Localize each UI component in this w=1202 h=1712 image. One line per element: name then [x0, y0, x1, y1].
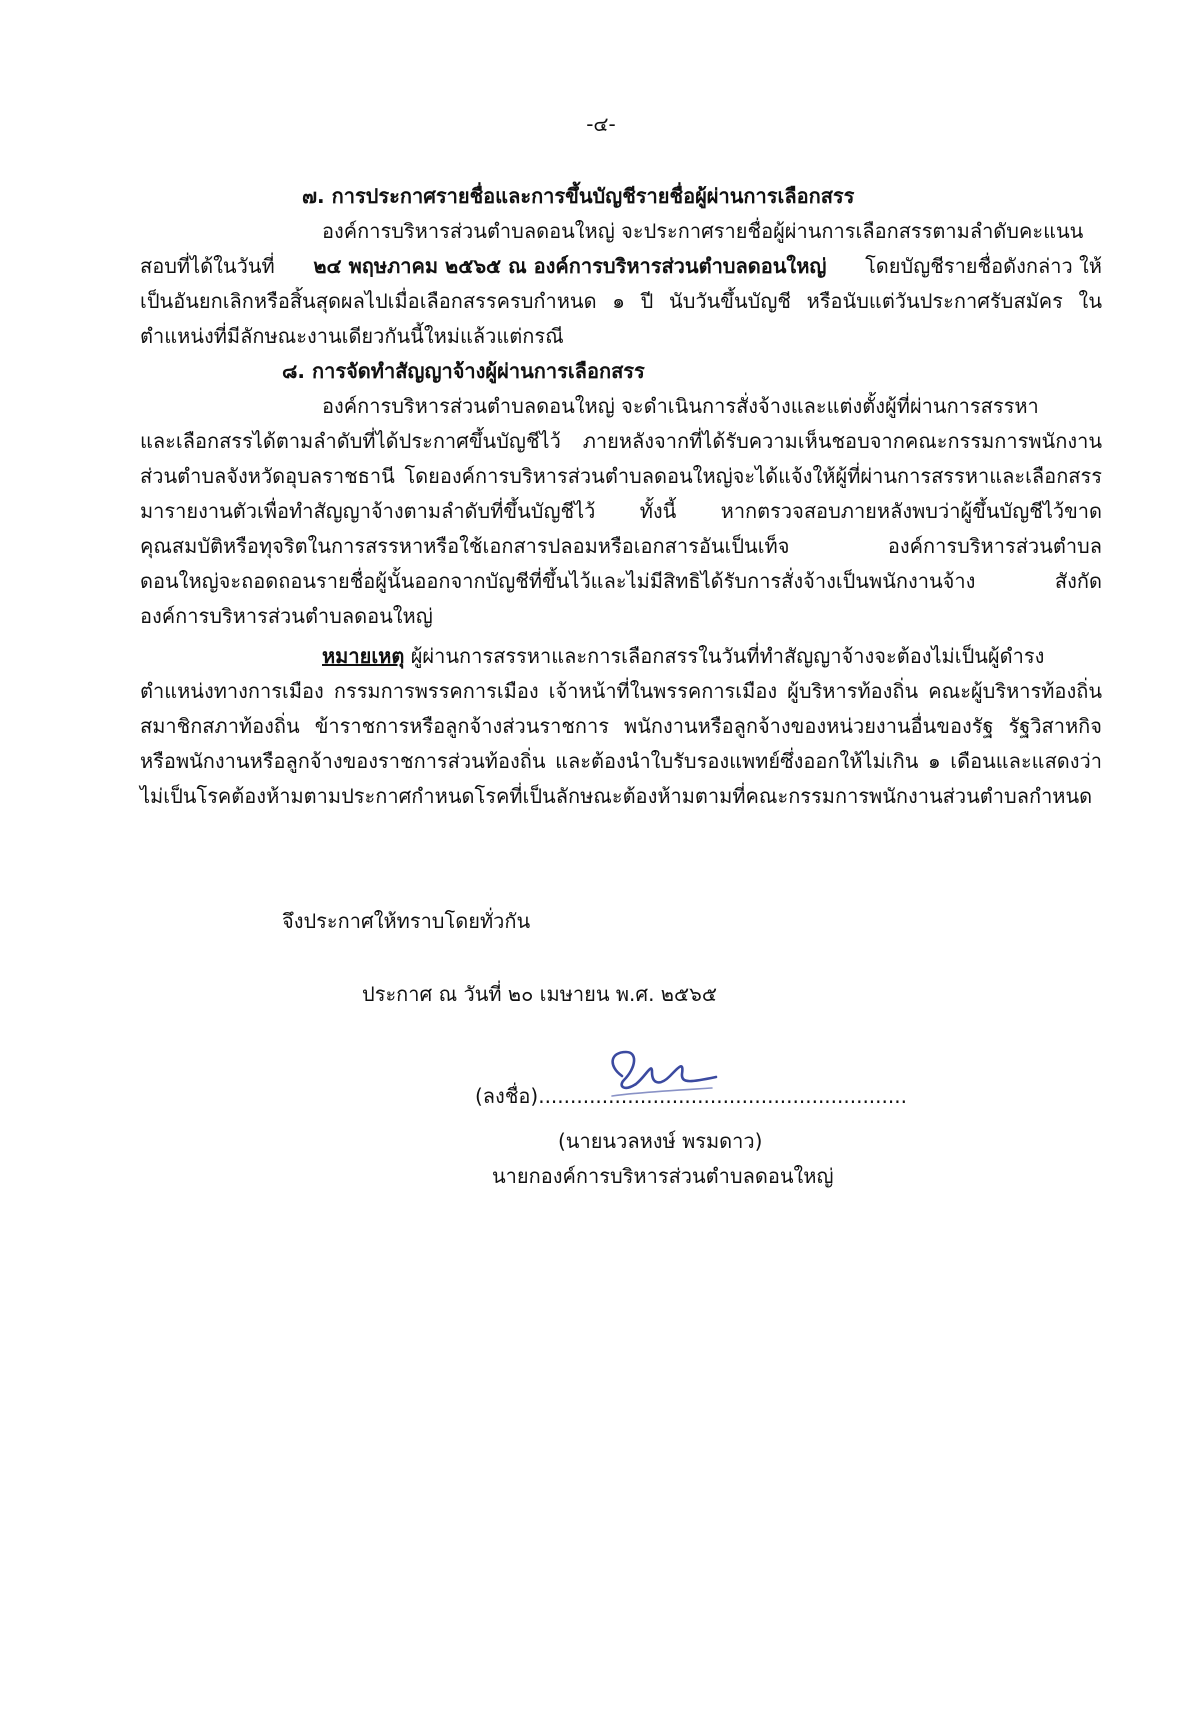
section7-line4: ตำแหน่งที่มีลักษณะงานเดียวกันนี้ใหม่แล้วแต่กรณี: [140, 324, 564, 348]
remark-line3: สมาชิกสภาท้องถิ่น ข้าราชการหรือลูกจ้างส่วนราชการ พนักงานหรือลูกจ้างของหน่วยงานอื่นของรัฐ รัฐวิสาหกิจ: [140, 714, 1102, 738]
page-number: -๔-: [586, 112, 616, 136]
section8-line3: ส่วนตำบลจังหวัดอุบลราชธานี โดยองค์การบริหารส่วนตำบลดอนใหญ่จะได้แจ้งให้ผู้ที่ผ่านการสรรหาและเลือกสรร: [140, 464, 1102, 488]
section7-heading: ๗. การประกาศรายชื่อและการขึ้นบัญชีรายชื่อผู้ผ่านการเลือกสรร: [302, 184, 855, 208]
section8-heading: ๘. การจัดทำสัญญาจ้างผู้ผ่านการเลือกสรร: [282, 359, 645, 383]
section7-line1: องค์การบริหารส่วนตำบลดอนใหญ่ จะประกาศรายชื่อผู้ผ่านการเลือกสรรตามลำดับคะแนน: [322, 219, 1084, 243]
remark-line5: ไม่เป็นโรคต้องห้ามตามประกาศกำหนดโรคที่เป็นลักษณะต้องห้ามตามที่คณะกรรมการพนักงานส่วนตำบลกำหนด: [140, 784, 1093, 808]
section7-line2: [140, 250, 1102, 282]
signature-line: (ลงชื่อ)..........................................................: [475, 1084, 907, 1108]
remark-line1-text: ผู้ผ่านการสรรหาและการเลือกสรรในวันที่ทำสัญญาจ้างจะต้องไม่เป็นผู้ดำรง: [410, 644, 1045, 668]
section8-line5: คุณสมบัติหรือทุจริตในการสรรหาหรือใช้เอกสารปลอมหรือเอกสารอันเป็นเท็จ องค์การบริหารส่วนตำบล: [140, 534, 1102, 558]
section7-line2-suffix: โดยบัญชีรายชื่อดังกล่าว ให้: [865, 254, 1102, 278]
section8-line2: และเลือกสรรได้ตามลำดับที่ได้ประกาศขึ้นบัญชีไว้ ภายหลังจากที่ได้รับความเห็นชอบจากคณะกรรมการพนักงาน: [140, 429, 1102, 453]
signatory-name: (นายนวลหงษ์ พรมดาว): [558, 1129, 763, 1153]
remark-line4: หรือพนักงานหรือลูกจ้างของราชการส่วนท้องถิ่น และต้องนำใบรับรองแพทย์ซึ่งออกให้ไม่เกิน ๑ เดือนและแสดงว่า: [140, 749, 1102, 773]
section8-line4: มารายงานตัวเพื่อทำสัญญาจ้างตามลำดับที่ขึ้นบัญชีไว้ ทั้งนี้ หากตรวจสอบภายหลังพบว่าผู้ขึ้นบัญชีไว้ขาด: [140, 499, 1102, 523]
section8-line7: องค์การบริหารส่วนตำบลดอนใหญ่: [140, 604, 433, 628]
section8-line1: องค์การบริหารส่วนตำบลดอนใหญ่ จะดำเนินการสั่งจ้างและแต่งตั้งผู้ที่ผ่านการสรรหา: [322, 394, 1039, 418]
signatory-position: นายกองค์การบริหารส่วนตำบลดอนใหญ่: [492, 1164, 834, 1188]
remark-label: หมายเหตุ: [322, 644, 405, 668]
announce-date: ประกาศ ณ วันที่ ๒๐ เมษายน พ.ศ. ๒๕๖๕: [362, 982, 717, 1006]
section7-line2-prefix: สอบที่ได้ในวันที่: [140, 254, 275, 278]
section8-line6: ดอนใหญ่จะถอดถอนรายชื่อผู้นั้นออกจากบัญชีที่ขึ้นไว้และไม่มีสิทธิได้รับการสั่งจ้างเป็นพนักงานจ้าง สังกัด: [140, 569, 1102, 593]
remark-line2: ตำแหน่งทางการเมือง กรรมการพรรคการเมือง เจ้าหน้าที่ในพรรคการเมือง ผู้บริหารท้องถิ่น คณะผู้บริหารท้องถิ่น: [140, 679, 1102, 703]
section7-line2-bold: ๒๔ พฤษภาคม ๒๕๖๕ ณ องค์การบริหารส่วนตำบลดอนใหญ่: [313, 254, 827, 278]
remark-line1: [322, 640, 1044, 672]
section7-line3: เป็นอันยกเลิกหรือสิ้นสุดผลไปเมื่อเลือกสรรครบกำหนด ๑ ปี นับวันขึ้นบัญชี หรือนับแต่วันประกาศรับสมัคร ใน: [140, 289, 1102, 313]
closing-text: จึงประกาศให้ทราบโดยทั่วกัน: [282, 909, 531, 933]
